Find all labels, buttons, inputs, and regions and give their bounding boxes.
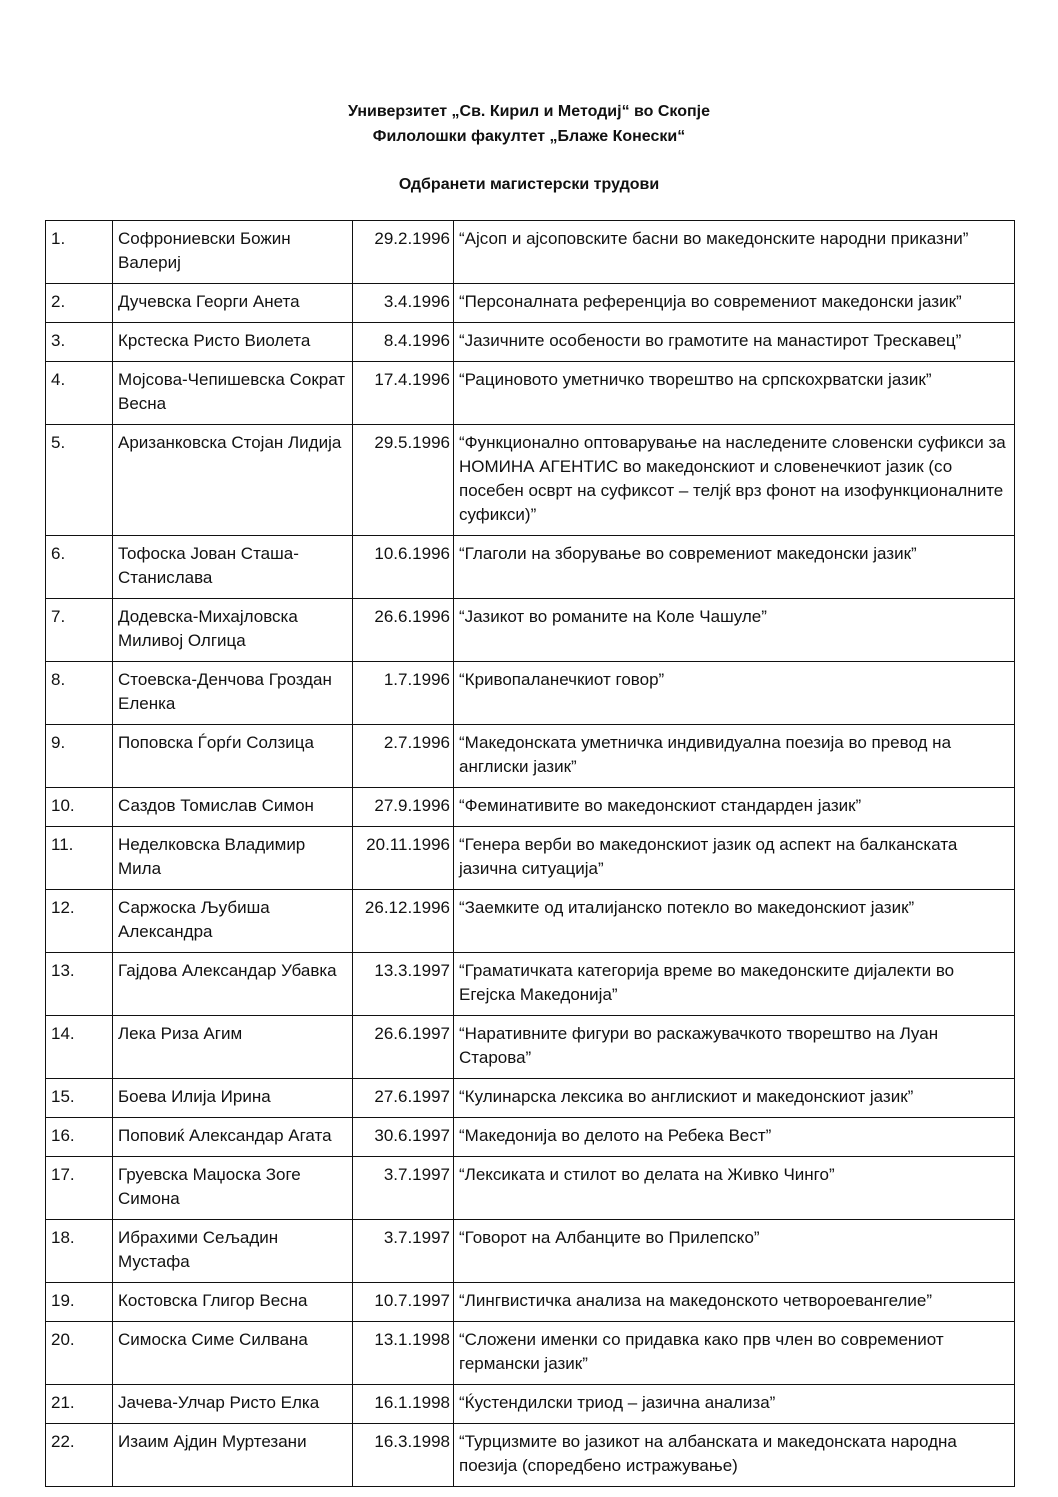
- author-name: Боева Илија Ирина: [113, 1079, 353, 1118]
- row-number: 2.: [46, 284, 113, 323]
- author-name: Лека Риза Агим: [113, 1016, 353, 1079]
- thesis-title: “Персоналната референција во современиот македонски јазик”: [454, 284, 1015, 323]
- defense-date: 27.9.1996: [353, 788, 454, 827]
- table-row: [46, 662, 1015, 725]
- row-number: 13.: [46, 953, 113, 1016]
- row-number: 3.: [46, 323, 113, 362]
- thesis-title: “Јазикот во романите на Коле Чашуле”: [454, 599, 1015, 662]
- row-number: 11.: [46, 827, 113, 890]
- defense-date: 10.6.1996: [353, 536, 454, 599]
- author-name: Поповиќ Александар Агата: [113, 1118, 353, 1157]
- thesis-title: “Лингвистичка анализа на македонското четвороевангелие”: [454, 1283, 1015, 1322]
- row-number: 7.: [46, 599, 113, 662]
- thesis-title: “Ќустендилски триод – јазична анализа”: [454, 1385, 1015, 1424]
- table-row: [46, 425, 1015, 536]
- defense-date: 17.4.1996: [353, 362, 454, 425]
- thesis-title: “Турцизмите во јазикот на албанската и македонската народна поезија (споредбено истражување): [454, 1424, 1015, 1487]
- author-name: Стоевска-Денчова Гроздан Еленка: [113, 662, 353, 725]
- defense-date: 13.1.1998: [353, 1322, 454, 1385]
- table-row: [46, 953, 1015, 1016]
- row-number: 8.: [46, 662, 113, 725]
- row-number: 21.: [46, 1385, 113, 1424]
- row-number: 14.: [46, 1016, 113, 1079]
- defense-date: 20.11.1996: [353, 827, 454, 890]
- table-row: [46, 1385, 1015, 1424]
- thesis-title: “Рациновото уметничко творештво на српскохрватски јазик”: [454, 362, 1015, 425]
- table-row: [46, 1322, 1015, 1385]
- row-number: 1.: [46, 221, 113, 284]
- thesis-title: “Говорот на Албанците во Прилепско”: [454, 1220, 1015, 1283]
- thesis-title: “Граматичката категорија време во македонските дијалекти во Егејска Македонија”: [454, 953, 1015, 1016]
- table-row: [46, 1424, 1015, 1487]
- row-number: 10.: [46, 788, 113, 827]
- defense-date: 1.7.1996: [353, 662, 454, 725]
- author-name: Мојсова-Чепишевска Сократ Весна: [113, 362, 353, 425]
- theses-table-body: [46, 221, 1015, 1487]
- table-row: [46, 536, 1015, 599]
- table-row: [46, 284, 1015, 323]
- table-row: [46, 1157, 1015, 1220]
- author-name: Саржоска Љубиша Александра: [113, 890, 353, 953]
- theses-table: [45, 220, 1015, 1487]
- table-row: [46, 827, 1015, 890]
- author-name: Додевска-Михајловска Миливој Олгица: [113, 599, 353, 662]
- thesis-title: “Ајсоп и ајсоповските басни во македонските народни приказни”: [454, 221, 1015, 284]
- thesis-title: “Македонската уметничка индивидуална поезија во превод на англиски јазик”: [454, 725, 1015, 788]
- defense-date: 26.12.1996: [353, 890, 454, 953]
- defense-date: 3.7.1997: [353, 1220, 454, 1283]
- defense-date: 26.6.1996: [353, 599, 454, 662]
- author-name: Крстеска Ристо Виолета: [113, 323, 353, 362]
- table-row: [46, 1079, 1015, 1118]
- university-name: Универзитет „Св. Кирил и Методиј“ во Скопје: [348, 103, 710, 120]
- row-number: 20.: [46, 1322, 113, 1385]
- row-number: 16.: [46, 1118, 113, 1157]
- thesis-title: “Кулинарска лексика во англискиот и македонскиот јазик”: [454, 1079, 1015, 1118]
- table-row: [46, 599, 1015, 662]
- author-name: Јачева-Улчар Ристо Елка: [113, 1385, 353, 1424]
- row-number: 15.: [46, 1079, 113, 1118]
- table-row: [46, 725, 1015, 788]
- author-name: Изаим Ајдин Муртезани: [113, 1424, 353, 1487]
- author-name: Саздов Томислав Симон: [113, 788, 353, 827]
- thesis-title: “Глаголи на зборување во современиот македонски јазик”: [454, 536, 1015, 599]
- table-row: [46, 323, 1015, 362]
- defense-date: 29.5.1996: [353, 425, 454, 536]
- author-name: Неделковска Владимир Мила: [113, 827, 353, 890]
- row-number: 4.: [46, 362, 113, 425]
- defense-date: 3.4.1996: [353, 284, 454, 323]
- thesis-title: “Феминативите во македонскиот стандарден јазик”: [454, 788, 1015, 827]
- row-number: 19.: [46, 1283, 113, 1322]
- thesis-title: “Лексиката и стилот во делата на Живко Чинго”: [454, 1157, 1015, 1220]
- author-name: Софрониевски Божин Валериј: [113, 221, 353, 284]
- defense-date: 13.3.1997: [353, 953, 454, 1016]
- table-row: [46, 1016, 1015, 1079]
- thesis-title: “Заемките од италијанско потекло во македонскиот јазик”: [454, 890, 1015, 953]
- author-name: Поповска Ѓорѓи Солзица: [113, 725, 353, 788]
- row-number: 17.: [46, 1157, 113, 1220]
- defense-date: 30.6.1997: [353, 1118, 454, 1157]
- author-name: Груевска Маџоска Зоге Симона: [113, 1157, 353, 1220]
- row-number: 5.: [46, 425, 113, 536]
- row-number: 18.: [46, 1220, 113, 1283]
- author-name: Тофоска Јован Сташа-Станислава: [113, 536, 353, 599]
- table-row: [46, 362, 1015, 425]
- defense-date: 3.7.1997: [353, 1157, 454, 1220]
- author-name: Гајдова Александар Убавка: [113, 953, 353, 1016]
- thesis-title: “Генера верби во македонскиот јазик од аспект на балканската јазична ситуација”: [454, 827, 1015, 890]
- document-title: Одбранети магистерски трудови: [398, 176, 660, 193]
- row-number: 9.: [46, 725, 113, 788]
- defense-date: 2.7.1996: [353, 725, 454, 788]
- author-name: Костовска Глигор Весна: [113, 1283, 353, 1322]
- thesis-title: “Кривопаланечкиот говор”: [454, 662, 1015, 725]
- author-name: Ибрахими Сељадин Мустафа: [113, 1220, 353, 1283]
- table-row: [46, 890, 1015, 953]
- thesis-title: “Јазичните особености во грамотите на манастирот Трескавец”: [454, 323, 1015, 362]
- defense-date: 10.7.1997: [353, 1283, 454, 1322]
- table-row: [46, 1283, 1015, 1322]
- row-number: 22.: [46, 1424, 113, 1487]
- faculty-name: Филолошки факултет „Блаже Конески“: [372, 128, 686, 145]
- thesis-title: “Сложени именки со придавка како прв член во современиот германски јазик”: [454, 1322, 1015, 1385]
- defense-date: 27.6.1997: [353, 1079, 454, 1118]
- thesis-title: “Функционално оптоварување на наследените словенски суфикси за НОМИНА АГЕНТИС во македонскиот и словенечкиот јазик (со посебен осврт на суфиксот – телјќ врз фонот на изофункционалните суфикси)”: [454, 425, 1015, 536]
- defense-date: 29.2.1996: [353, 221, 454, 284]
- defense-date: 8.4.1996: [353, 323, 454, 362]
- row-number: 6.: [46, 536, 113, 599]
- author-name: Дучевска Георги Анета: [113, 284, 353, 323]
- table-row: [46, 1118, 1015, 1157]
- defense-date: 26.6.1997: [353, 1016, 454, 1079]
- defense-date: 16.1.1998: [353, 1385, 454, 1424]
- table-row: [46, 1220, 1015, 1283]
- defense-date: 16.3.1998: [353, 1424, 454, 1487]
- table-row: [46, 788, 1015, 827]
- author-name: Аризанковска Стојан Лидија: [113, 425, 353, 536]
- thesis-title: “Наративните фигури во раскажувачкото творештво на Луан Старова”: [454, 1016, 1015, 1079]
- thesis-title: “Македонија во делото на Ребека Вест”: [454, 1118, 1015, 1157]
- table-row: [46, 221, 1015, 284]
- row-number: 12.: [46, 890, 113, 953]
- author-name: Симоска Симе Силвана: [113, 1322, 353, 1385]
